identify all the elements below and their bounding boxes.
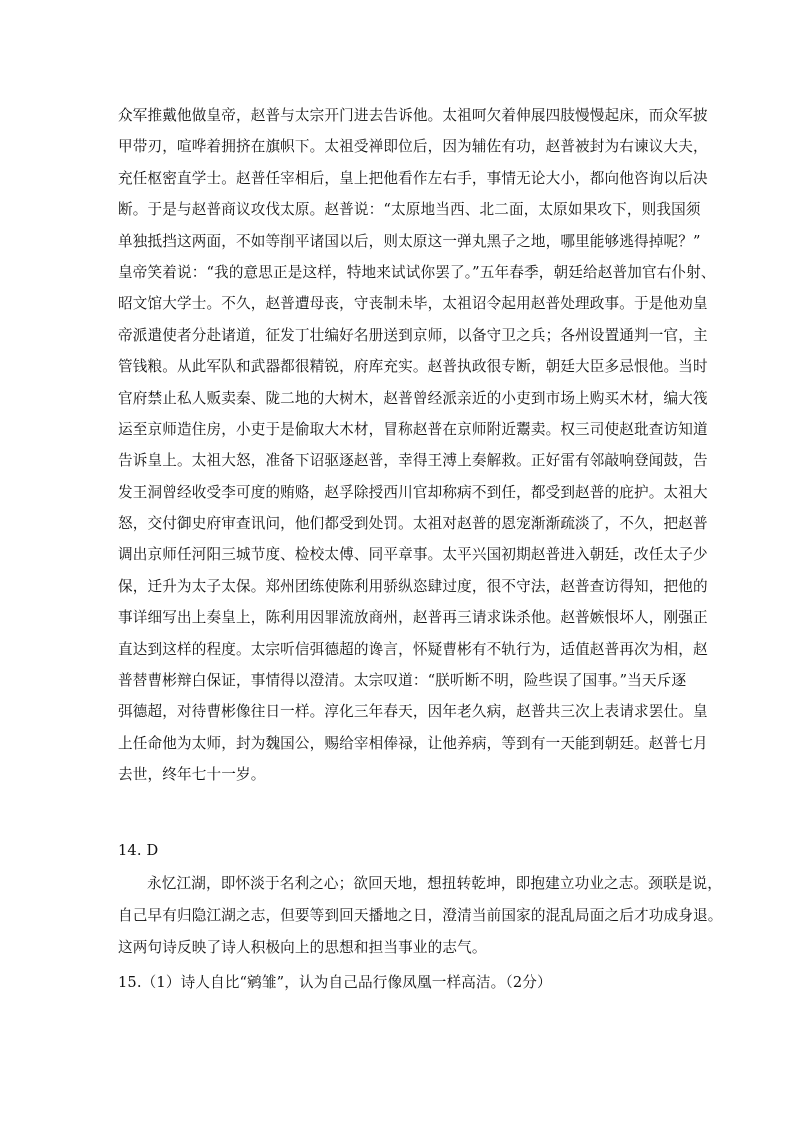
question-14-explanation [118,868,723,964]
explanation-line: 永忆江湖，即怀淡于名利之心；欲回天地，想扭转乾坤，即抱建立功业之志。颈联是说， [147,875,723,892]
passage-line: 单独抵挡这两面，不如等削平诸国以后，则太原这一弹丸黑子之地，哪里能够逃得掉呢？” [118,232,701,250]
question-15-answer [118,968,682,998]
question-15-line: 15.（1）诗人自比“鹓雏”，认为自己品行像凤凰一样高洁。（2分） [118,974,552,991]
passage-line: 皇帝笑着说：“我的意思正是这样，特地来试试你罢了。”五年春季，朝廷给赵普加官右仆射、 [118,263,716,281]
passage-line: 甲带刃，喧哗着拥挤在旗帜下。太祖受禅即位后，因为辅佐有功，赵普被封为右谏议大夫， [118,138,708,156]
passage-line: 管钱粮。从此军队和武器都很精锐，府库充实。赵普执政很专断，朝廷大臣多忌恨他。当时 [118,358,708,376]
passage-line: 调出京师任河阳三城节度、检校太傅、同平章事。太平兴国初期赵普进入朝廷，改任太子少 [118,546,708,564]
passage-line: 官府禁止私人贩卖秦、陇二地的大树木，赵普曾经派亲近的小吏到市场上购买木材，编大筏 [118,389,708,407]
passage-line: 帝派遣使者分赴诸道，征发丁壮编好名册送到京师，以备守卫之兵；各州设置通判一官，主 [118,326,708,344]
explanation-line: 这两句诗反映了诗人积极向上的思想和担当事业的志气。 [118,939,487,956]
question-14-line: 14. D [118,842,159,859]
passage-line: 保，迁升为太子太保。郑州团练使陈利用骄纵恣肆过度，很不守法，赵普查访得知，把他的 [118,577,708,595]
translation-passage [118,100,716,791]
passage-line: 发王洞曾经收受李可度的贿赂，赵孚除授西川官却称病不到任，都受到赵普的庇护。太祖大 [118,483,708,501]
passage-line: 充任枢密直学士。赵普任宰相后，皇上把他看作左右手，事情无论大小，都向他咨询以后决 [118,169,708,187]
passage-line: 怒，交付御史府审查讯问，他们都受到处罚。太祖对赵普的恩宠渐渐疏淡了，不久，把赵普 [118,515,708,533]
passage-line: 去世，终年七十一岁。 [118,766,266,784]
passage-line: 断。于是与赵普商议攻伐太原。赵普说：“太原地当西、北二面，太原如果攻下，则我国须 [118,201,701,219]
passage-line: 直达到这样的程度。太宗听信弭德超的谗言，怀疑曹彬有不轨行为，适值赵普再次为相，赵 [118,640,708,658]
passage-line: 运至京师造住房，小吏于是偷取大木材，冒称赵普在京师附近鬻卖。权三司使赵玭查访知道 [118,420,708,438]
question-14-answer [118,836,682,866]
passage-line: 事详细写出上奏皇上，陈利用因罪流放商州，赵普再三请求诛杀他。赵普嫉恨坏人，刚强正 [118,609,708,627]
passage-line: 昭文馆大学士。不久，赵普遭母丧，守丧制未毕，太祖诏令起用赵普处理政事。于是他劝皇 [118,295,708,313]
passage-line: 弭德超，对待曹彬像往日一样。淳化三年春天，因年老久病，赵普共三次上表请求罢仕。皇 [118,703,708,721]
explanation-line: 自己早有归隐江湖之志，但要等到回天播地之日，澄清当前国家的混乱局面之后才功成身退。 [118,907,723,924]
passage-line: 众军推戴他做皇帝，赵普与太宗开门进去告诉他。太祖呵欠着伸展四肢慢慢起床，而众军披 [118,107,708,124]
passage-line: 告诉皇上。太祖大怒，准备下诏驱逐赵普，幸得王溥上奏解救。正好雷有邻敲响登闻鼓，告 [118,452,708,470]
passage-line: 上任命他为太师，封为魏国公，赐给宰相俸禄，让他养病，等到有一天能到朝廷。赵普七月 [118,734,708,752]
passage-line: 普替曹彬辩白保证，事情得以澄清。太宗叹道：“朕听断不明，险些误了国事。”当天斥逐 [118,672,687,690]
